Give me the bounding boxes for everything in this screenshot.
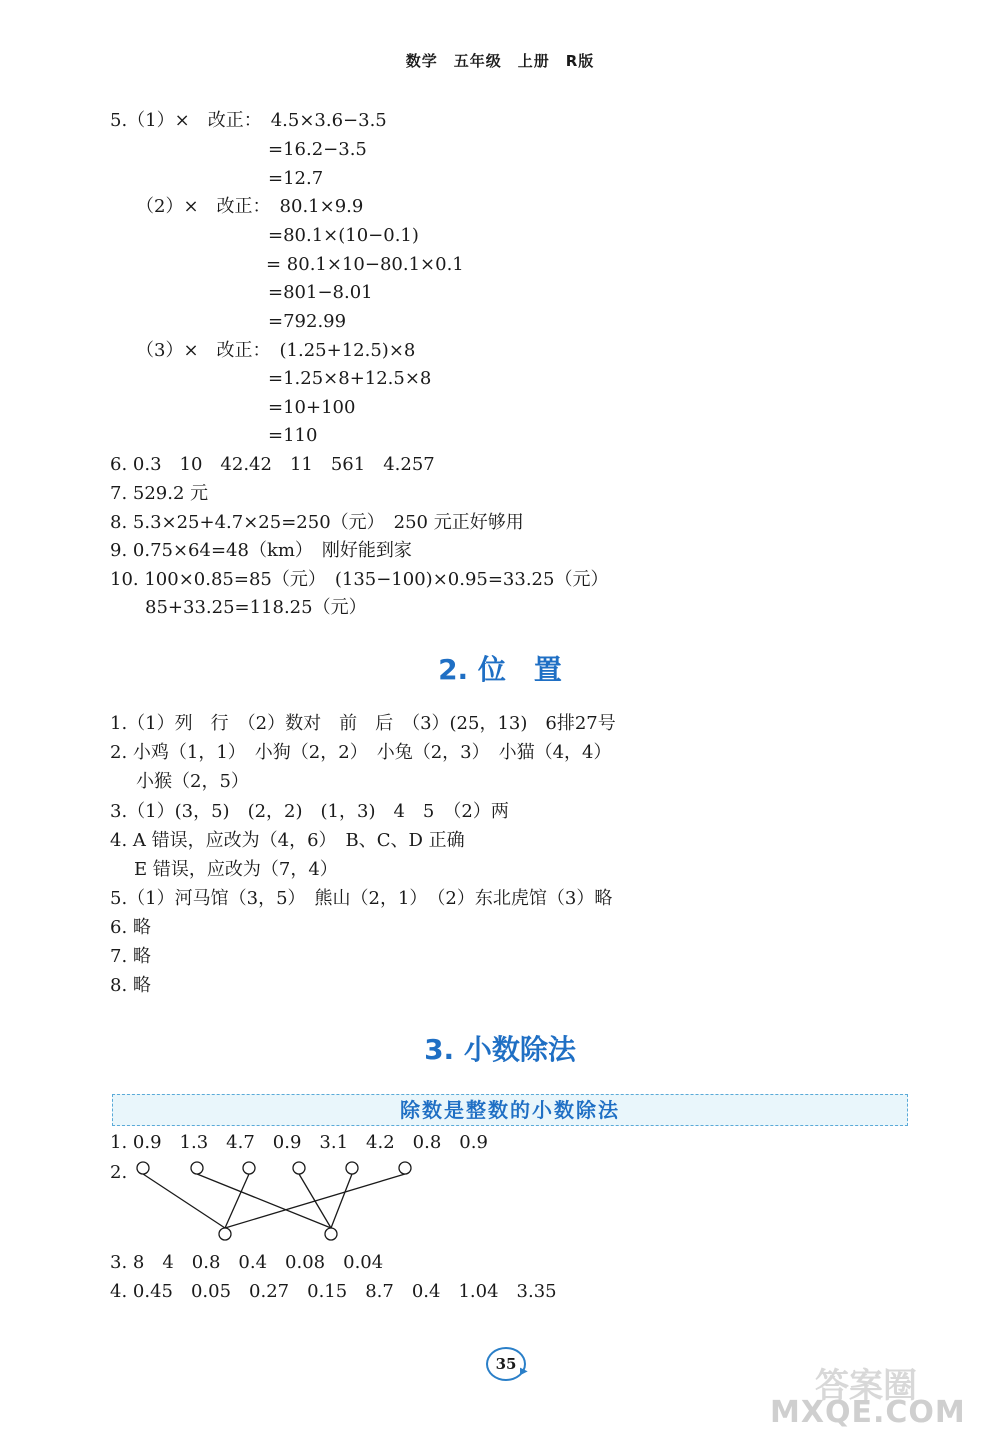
answer-line: 2. 小鸡（1，1） 小狗（2，2） 小兔（2，3） 小猫（4，4） (110, 742, 612, 763)
answer-line: =1.25×8+12.5×8 (268, 368, 432, 389)
top-node (293, 1162, 305, 1174)
answer-line: 小猴（2，5） (136, 771, 249, 792)
top-node (243, 1162, 255, 1174)
answer-line: （3）× 改正： (1.25+12.5)×8 (136, 340, 416, 361)
arrow-icon: ▶ (520, 1366, 528, 1377)
answer-line: 7. 略 (110, 946, 151, 967)
answer-line: 3. 8 4 0.8 0.4 0.08 0.04 (110, 1252, 384, 1273)
answer-line: 5.（1）河马馆（3，5） 熊山（2，1） （2）东北虎馆（3）略 (110, 888, 613, 909)
section-title: 3. 小数除法 (424, 1033, 576, 1066)
answer-line: 6. 0.3 10 42.42 11 561 4.257 (110, 454, 435, 475)
answer-line: =792.99 (268, 311, 347, 332)
answer-line: E 错误，应改为（7，4） (134, 859, 338, 880)
watermark: MXQE.COM (770, 1395, 966, 1430)
section-title: 2. 位 置 (438, 653, 562, 686)
subsection-title: 除数是整数的小数除法 (400, 1098, 620, 1122)
top-node (191, 1162, 203, 1174)
subsection-banner (112, 1094, 908, 1126)
top-node (137, 1162, 149, 1174)
page-header: 数学 五年级 上册 R版 (405, 52, 595, 70)
top-node (346, 1162, 358, 1174)
matching-diagram (130, 1156, 420, 1244)
watermark-logo: 答案圈 (815, 1366, 917, 1406)
answer-line: 4. A 错误，应改为（4，6） B、C、D 正确 (110, 830, 465, 851)
answer-line: 10. 100×0.85=85（元） (135−100)×0.95=33.25（元） (110, 569, 609, 590)
answer-line: = 80.1×10−80.1×0.1 (266, 254, 464, 275)
top-node (399, 1162, 411, 1174)
answer-line: 8. 5.3×25+4.7×25=250（元） 250 元正好够用 (110, 512, 524, 533)
match-line (225, 1174, 405, 1228)
match-line (143, 1174, 225, 1228)
bottom-node (219, 1228, 231, 1240)
answer-line: =801−8.01 (268, 282, 373, 303)
match-line (331, 1174, 352, 1228)
answer-line: =80.1×(10−0.1) (268, 225, 419, 246)
answer-line: =12.7 (268, 168, 324, 189)
answer-line: =10+100 (268, 397, 356, 418)
match-line (197, 1174, 331, 1228)
answer-line: 6. 略 (110, 917, 151, 938)
answer-line: 7. 529.2 元 (110, 483, 209, 504)
bottom-node (325, 1228, 337, 1240)
answer-line: 4. 0.45 0.05 0.27 0.15 8.7 0.4 1.04 3.35 (110, 1281, 557, 1302)
answer-line: 2. (110, 1162, 128, 1183)
answer-line: （2）× 改正： 80.1×9.9 (136, 196, 364, 217)
answer-line: 8. 略 (110, 975, 151, 996)
answer-line: 3.（1）(3，5) (2，2) (1，3) 4 5 （2）两 (110, 801, 509, 822)
answer-line: 1.（1）列 行 （2）数对 前 后 （3）(25，13) 6排27号 (110, 713, 616, 734)
answer-line: =16.2−3.5 (268, 139, 367, 160)
match-line (225, 1174, 249, 1228)
answer-line: =110 (268, 425, 318, 446)
answer-line: 5.（1）× 改正： 4.5×3.6−3.5 (110, 110, 387, 131)
answer-line: 9. 0.75×64=48（km） 刚好能到家 (110, 540, 412, 561)
answer-line: 85+33.25=118.25（元） (145, 597, 367, 618)
answer-line: 1. 0.9 1.3 4.7 0.9 3.1 4.2 0.8 0.9 (110, 1132, 488, 1153)
page-number: 35 (486, 1347, 526, 1381)
